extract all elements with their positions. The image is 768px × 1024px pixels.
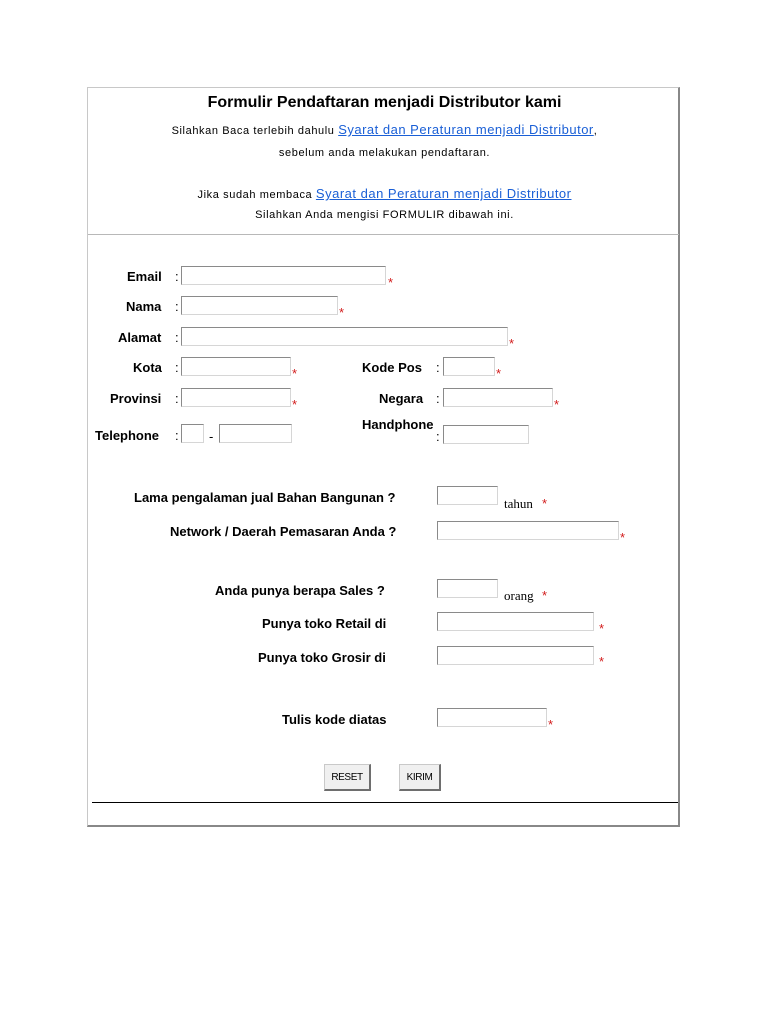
kodepos-colon: : (436, 360, 440, 375)
kota-required-mark: * (292, 366, 298, 381)
intro-line-1-text: Silahkan Baca terlebih dahulu (171, 125, 339, 137)
intro-line-4: Silahkan Anda mengisi FORMULIR dibawah ini. (255, 209, 514, 221)
form-title: Formulir Pendaftaran menjadi Distributor kami (207, 94, 562, 111)
grosir-input[interactable] (437, 646, 594, 665)
footer-divider (92, 802, 678, 803)
grosir-required-mark: * (599, 654, 605, 669)
nama-input[interactable] (181, 296, 338, 315)
sales-label: Anda punya berapa Sales ? (215, 583, 385, 598)
intro-line-3-text: Jika sudah membaca (197, 189, 316, 201)
sales-input[interactable] (437, 579, 498, 598)
telephone-separator: - (209, 429, 214, 444)
retail-required-mark: * (599, 621, 605, 636)
kirim-button[interactable]: KIRIM (399, 764, 441, 791)
header-divider (88, 234, 679, 235)
pengalaman-input[interactable] (437, 486, 498, 505)
pengalaman-required-mark: * (542, 496, 548, 511)
kota-label: Kota (133, 360, 162, 375)
network-input[interactable] (437, 521, 619, 540)
alamat-input[interactable] (181, 327, 508, 346)
kota-input[interactable] (181, 357, 291, 376)
kode-label: Tulis kode diatas (282, 712, 387, 727)
network-label: Network / Daerah Pemasaran Anda ? (170, 524, 397, 539)
handphone-input[interactable] (443, 425, 529, 444)
negara-colon: : (436, 391, 440, 406)
intro-line-1-suffix: , (593, 125, 598, 137)
kodepos-label: Kode Pos (362, 360, 422, 375)
alamat-colon: : (175, 330, 179, 345)
retail-label: Punya toko Retail di (262, 616, 387, 631)
provinsi-required-mark: * (292, 397, 298, 412)
alamat-required-mark: * (509, 336, 515, 351)
sales-required-mark: * (542, 588, 548, 603)
email-colon: : (175, 269, 179, 284)
kode-required-mark: * (548, 717, 554, 732)
terms-link-1[interactable]: Syarat dan Peraturan menjadi Distributor (338, 122, 594, 137)
negara-required-mark: * (554, 397, 560, 412)
negara-input[interactable] (443, 388, 553, 407)
email-required-mark: * (388, 275, 394, 290)
provinsi-colon: : (175, 391, 179, 406)
negara-label: Negara (379, 391, 424, 406)
telephone-colon: : (175, 428, 179, 443)
sales-unit: orang (504, 588, 534, 603)
intro-line-1 (88, 122, 681, 137)
retail-input[interactable] (437, 612, 594, 631)
intro-line-3 (88, 186, 681, 201)
provinsi-label: Provinsi (110, 391, 162, 406)
kode-input[interactable] (437, 708, 547, 727)
nama-label: Nama (126, 299, 162, 314)
intro-line-2: sebelum anda melakukan pendaftaran. (278, 147, 491, 159)
telephone-area-code-input[interactable] (181, 424, 204, 443)
terms-link-2[interactable]: Syarat dan Peraturan menjadi Distributor (315, 186, 572, 201)
nama-required-mark: * (339, 305, 345, 320)
pengalaman-unit: tahun (504, 496, 533, 511)
grosir-label: Punya toko Grosir di (258, 650, 386, 665)
handphone-label: Handphone (362, 417, 434, 432)
telephone-label: Telephone (95, 428, 160, 443)
kota-colon: : (175, 360, 179, 375)
telephone-number-input[interactable] (219, 424, 292, 443)
network-required-mark: * (620, 530, 626, 545)
provinsi-input[interactable] (181, 388, 291, 407)
email-input[interactable] (181, 266, 386, 285)
nama-colon: : (175, 299, 179, 314)
kodepos-required-mark: * (496, 366, 502, 381)
handphone-colon: : (436, 429, 440, 444)
reset-button[interactable]: RESET (324, 764, 371, 791)
pengalaman-label: Lama pengalaman jual Bahan Bangunan ? (134, 490, 396, 505)
alamat-label: Alamat (118, 330, 162, 345)
registration-form-panel (87, 87, 680, 827)
email-label: Email (127, 269, 162, 284)
kodepos-input[interactable] (443, 357, 495, 376)
